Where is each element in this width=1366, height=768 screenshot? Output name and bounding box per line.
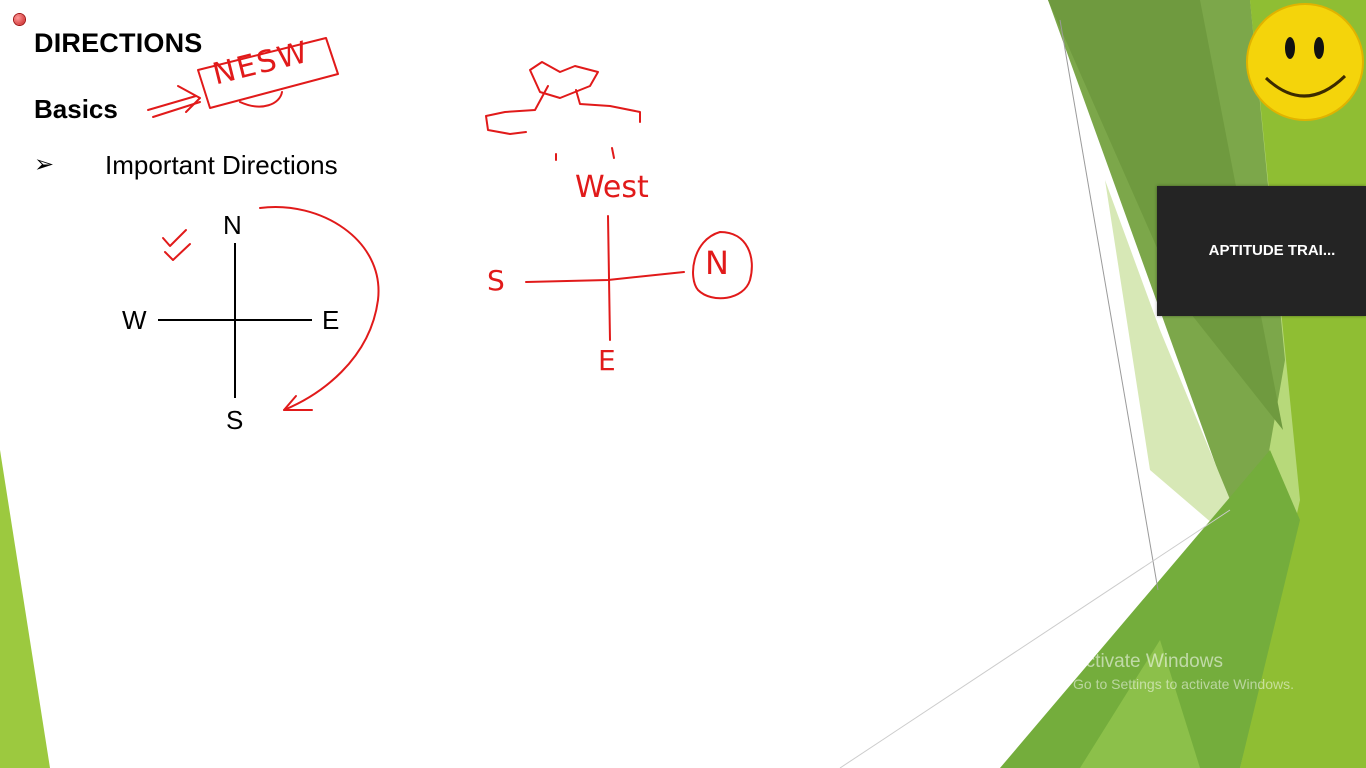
slide-title: DIRECTIONS	[34, 28, 203, 58]
compass-west-label: W	[122, 305, 147, 335]
compass-south-label: S	[226, 405, 244, 435]
annotation-south: S	[487, 264, 505, 297]
annotation-nesw: NESW	[209, 34, 313, 93]
smiley-icon	[1247, 4, 1363, 120]
participant-name: APTITUDE TRAI...	[1208, 242, 1336, 259]
annotation-east: E	[598, 344, 616, 377]
slide-subtitle: Basics	[34, 94, 118, 124]
theme-facet-left	[0, 450, 50, 768]
bullet-arrow-icon: ➢	[34, 151, 55, 178]
printed-compass-lines	[158, 243, 312, 398]
annotation-west: West	[575, 170, 649, 205]
compass-north-label: N	[223, 210, 242, 240]
activate-windows-subtitle: Go to Settings to activate Windows.	[1073, 676, 1294, 692]
participant-video-tile[interactable]	[1157, 186, 1366, 316]
compass-east-label: E	[322, 305, 340, 335]
annotation-north: N	[705, 244, 729, 282]
activate-windows-title: Activate Windows	[1073, 651, 1223, 672]
bullet-important-directions: Important Directions	[105, 150, 338, 180]
recording-indicator-icon	[14, 14, 25, 25]
